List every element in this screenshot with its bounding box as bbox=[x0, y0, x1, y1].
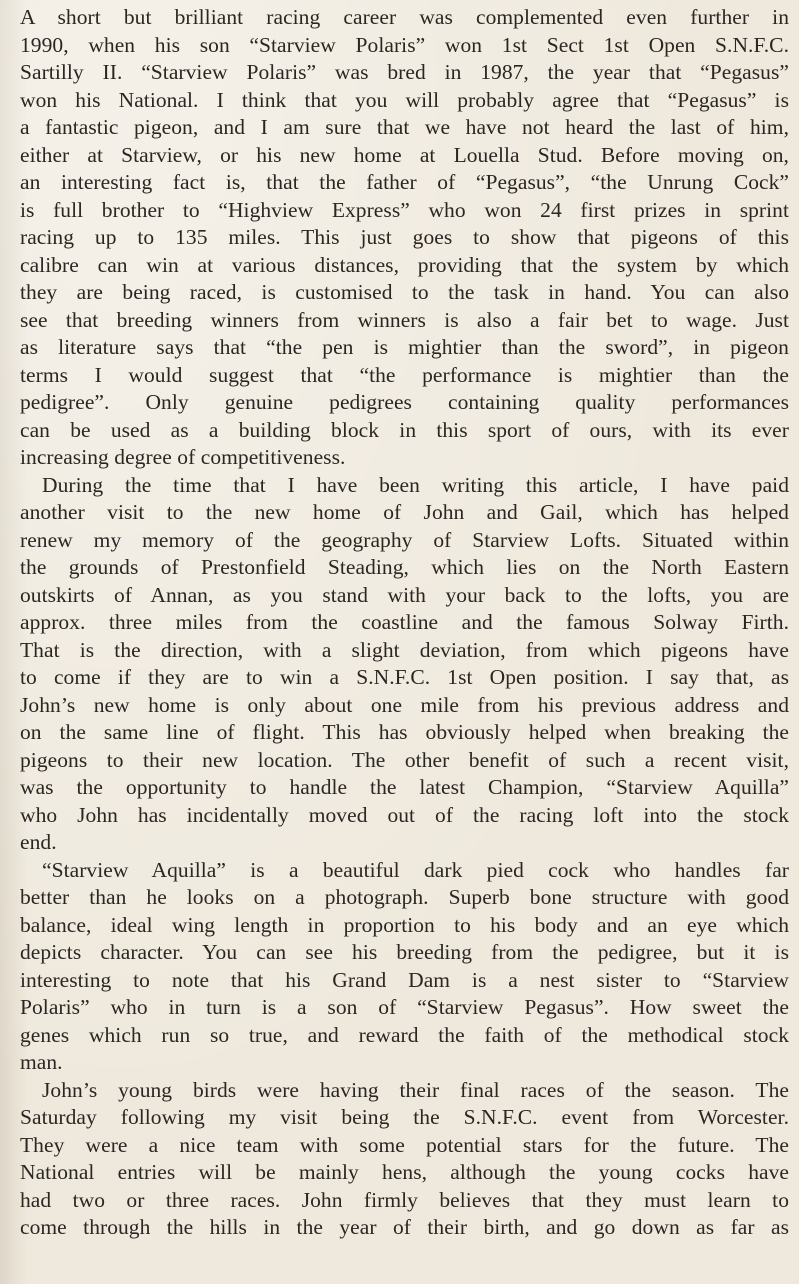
paragraph-4 bbox=[20, 1077, 789, 1242]
text-line: John’s new home is only about one mile from his previous address and bbox=[20, 692, 789, 717]
text-line: better than he looks on a photograph. Superb bone structure with good bbox=[20, 885, 789, 909]
text-line: to come if they are to win a S.N.F.C. 1st Open position. I say that, as bbox=[20, 665, 789, 689]
text-line: “Starview Aquilla” is a beautiful dark pied cock who handles far bbox=[42, 857, 789, 882]
text-line: calibre can win at various distances, providing that the system by which bbox=[20, 252, 789, 277]
text-line: National entries will be mainly hens, although the young cocks have bbox=[20, 1160, 789, 1184]
text-line: come through the hills in the year of their birth, and go down as far as bbox=[20, 1215, 789, 1239]
text-line: interesting to note that his Grand Dam is a nest sister to “Starview bbox=[20, 967, 789, 992]
text-line: is full brother to “Highview Express” who won 24 first prizes in sprint bbox=[20, 197, 789, 222]
text-line: either at Starview, or his new home at Louella Stud. Before moving on, bbox=[20, 142, 789, 167]
text-line: on the same line of flight. This has obviously helped when breaking the bbox=[20, 720, 789, 744]
text-line: end. bbox=[20, 830, 57, 854]
text-line: had two or three races. John firmly believes that they must learn to bbox=[20, 1187, 789, 1212]
text-line: During the time that I have been writing this article, I have paid bbox=[42, 472, 789, 497]
text-line: outskirts of Annan, as you stand with your back to the lofts, you are bbox=[20, 582, 789, 607]
text-line: That is the direction, with a slight deviation, from which pigeons have bbox=[20, 637, 789, 662]
text-line: as literature says that “the pen is mightier than the sword”, in pigeon bbox=[20, 335, 789, 359]
text-line: pedigree”. Only genuine pedigrees containing quality performances bbox=[20, 390, 789, 414]
text-line: won his National. I think that you will probably agree that “Pegasus” is bbox=[20, 87, 789, 112]
text-line: renew my memory of the geography of Starview Lofts. Situated within bbox=[20, 527, 789, 552]
text-line: man. bbox=[20, 1050, 63, 1074]
text-line: a fantastic pigeon, and I am sure that we have not heard the last of him, bbox=[20, 115, 789, 139]
text-line: an interesting fact is, that the father of “Pegasus”, “the Unrung Cock” bbox=[20, 170, 789, 194]
text-line: approx. three miles from the coastline and the famous Solway Firth. bbox=[20, 610, 789, 634]
text-line: another visit to the new home of John and Gail, which has helped bbox=[20, 500, 789, 524]
text-line: was the opportunity to handle the latest Champion, “Starview Aquilla” bbox=[20, 775, 789, 799]
text-line: Saturday following my visit being the S.N.F.C. event from Worcester. bbox=[20, 1105, 789, 1129]
text-line: racing up to 135 miles. This just goes to show that pigeons of this bbox=[20, 225, 789, 249]
text-line: who John has incidentally moved out of the racing loft into the stock bbox=[20, 802, 789, 827]
text-line: increasing degree of competitiveness. bbox=[20, 445, 346, 469]
text-line: depicts character. You can see his breeding from the pedigree, but it is bbox=[20, 940, 789, 964]
text-line: A short but brilliant racing career was complemented even further in bbox=[20, 5, 789, 29]
text-line: 1990, when his son “Starview Polaris” won 1st Sect 1st Open S.N.F.C. bbox=[20, 32, 789, 57]
text-line: balance, ideal wing length in proportion to his body and an eye which bbox=[20, 912, 789, 937]
text-line: the grounds of Prestonfield Steading, which lies on the North Eastern bbox=[20, 555, 789, 579]
text-line: terms I would suggest that “the performance is mightier than the bbox=[20, 362, 789, 387]
text-line: Polaris” who in turn is a son of “Starview Pegasus”. How sweet the bbox=[20, 995, 789, 1019]
text-line: pigeons to their new location. The other benefit of such a recent visit, bbox=[20, 747, 789, 772]
text-line: Sartilly II. “Starview Polaris” was bred in 1987, the year that “Pegasus” bbox=[20, 60, 789, 84]
text-line: John’s young birds were having their final races of the season. The bbox=[42, 1077, 789, 1102]
text-line: They were a nice team with some potential stars for the future. The bbox=[20, 1132, 789, 1157]
text-line: see that breeding winners from winners is also a fair bet to wage. Just bbox=[20, 307, 789, 332]
text-line: they are being raced, is customised to the task in hand. You can also bbox=[20, 280, 789, 304]
paragraph-3 bbox=[20, 857, 789, 1077]
paragraph-1 bbox=[20, 4, 789, 472]
text-line: can be used as a building block in this sport of ours, with its ever bbox=[20, 417, 789, 442]
text-line: genes which run so true, and reward the faith of the methodical stock bbox=[20, 1022, 789, 1047]
paragraph-2 bbox=[20, 472, 789, 857]
